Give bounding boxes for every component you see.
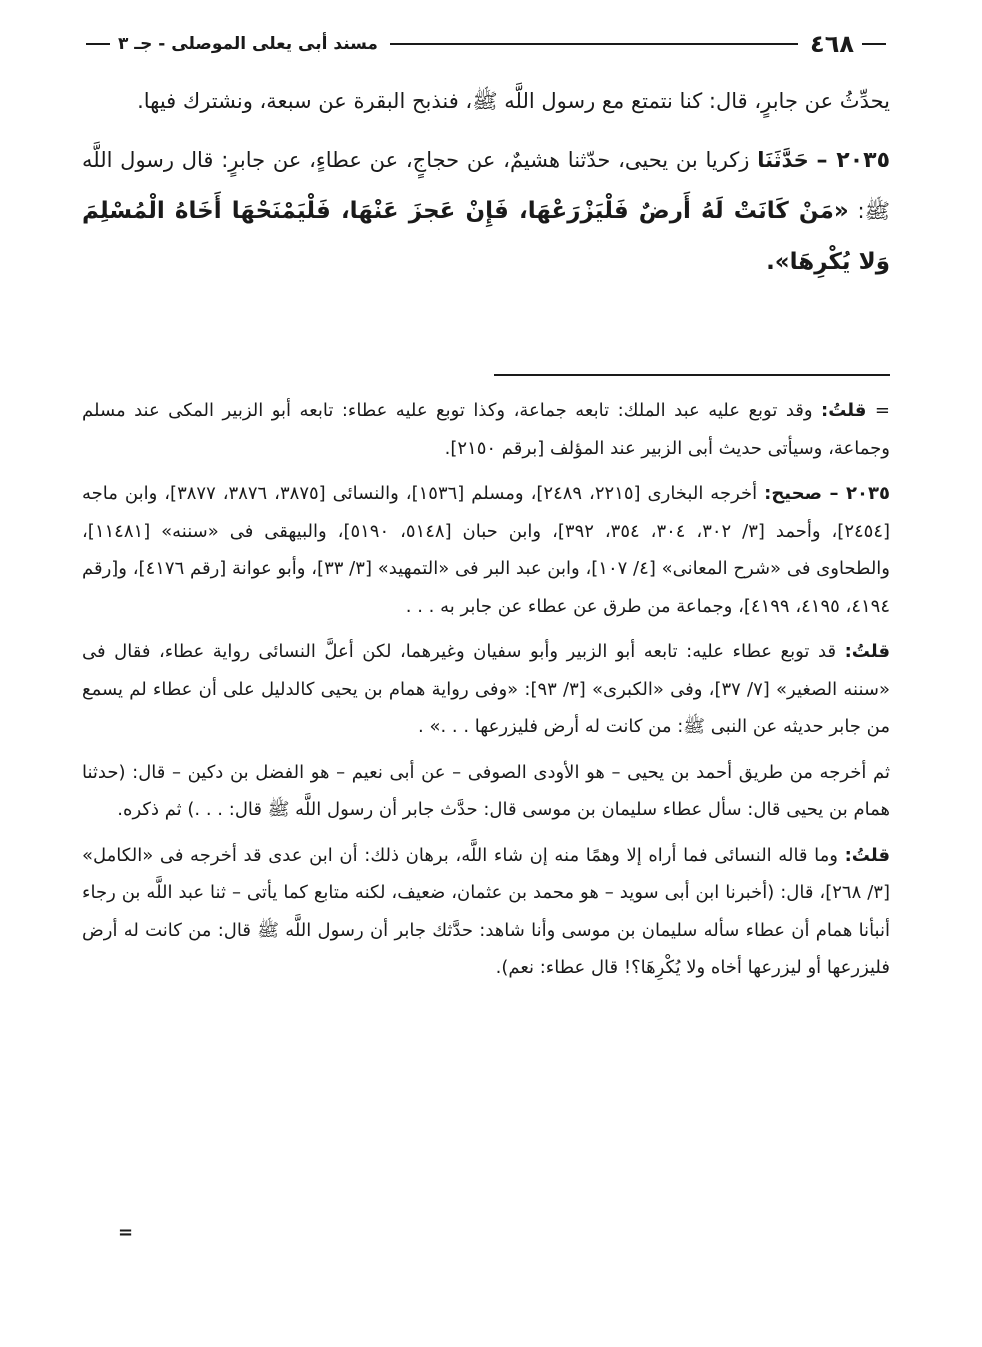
footnote-3-text: قد توبع عطاء عليه: تابعه أبو الزبير وأبو سفيان وغيرهما، لكن أعلَّ النسائى رواية عطاء، فقال فى «سننه الصغير» [٧/ ٣٧]، وفى «الكبرى» [٣/ ٩٣]: «وفى رواية همام بن يحيى كالدليل على أن عطاء لم يسمع من جابر حديثه عن النبى ﷺ: من كانت له أرض فليزرعها . . .» . xyxy=(82,641,890,737)
footnote-2035-text: أخرجه البخارى [٢٢١٥، ٢٤٨٩]، ومسلم [١٥٣٦]، والنسائى [٣٨٧٥، ٣٨٧٦، ٣٨٧٧]، وابن ماجه [٢٤٥٤]، وأحمد [٣/ ٣٠٢، ٣٠٤، ٣٥٤، ٣٩٢]، وابن حبان [٥١٤٨، ٥١٩٠]، والبيهقى فى «سننه» [١١٤٨١]، والطحاوى فى «شرح المعانى» [٤/ ١٠٧]، وابن عبد البر فى «التمهيد» [٣/ ٣٣]، وأبو عوانة [رقم ٤١٧٦]، و[رقم ٤١٩٤، ٤١٩٥، ٤١٩٩]، وجماعة من طرق عن عطاء عن جابر به . . . xyxy=(82,483,891,617)
footnote-1-label: قلتُ: xyxy=(821,400,867,421)
footnote-4-text: ثم أخرجه من طريق أحمد بن يحيى – هو الأودى الصوفى – عن أبى نعيم – هو الفضل بن دكين – قال: (حدثنا همام بن يحيى قال: سأل عطاء سليمان بن موسى قال: حدَّث جابر أن رسول اللَّه ﷺ قال: . . .) ثم ذكره. xyxy=(82,761,890,820)
continuation-end-mark: = xyxy=(118,1222,134,1243)
footnote-1-text: وقد توبع عليه عبد الملك: تابعه جماعة، وكذا توبع عليه عطاء: تابعه أبو الزبير المكى عند مسلم وجماعة، وسيأتى حديث أبى الزبير عند المؤلف [برقم ٢١٥٠]. xyxy=(82,400,890,459)
footnote-5 xyxy=(82,837,890,987)
footnote-2035-label: ٢٠٣٥ – صحيح: xyxy=(764,483,890,504)
header-dash-right xyxy=(862,43,886,45)
continuation-mark: = xyxy=(874,400,890,421)
header-rule xyxy=(390,43,798,45)
footnote-4 xyxy=(82,754,890,829)
footnote-separator xyxy=(494,374,890,376)
page-number: ٤٦٨ xyxy=(810,30,854,58)
footnote-3 xyxy=(82,633,890,746)
footnotes xyxy=(82,392,890,995)
book-title: مسند أبى يعلى الموصلى - جـ ٣ xyxy=(118,34,378,54)
header-dash-left xyxy=(86,43,110,45)
hadith-isnad: زكريا بن يحيى، حدّثنا هشيمٌ، عن حجاجٍ، عن عطاءٍ، عن جابرٍ: قال رسول اللَّه ﷺ: xyxy=(82,148,890,223)
footnote-5-text: وما قاله النسائى فما أراه إلا وهمًا منه إن شاء اللَّه، برهان ذلك: أن ابن عدى قد أخرجه فى «الكامل» [٣/ ٢٦٨]، قال: (أخبرنا ابن أبى سويد – هو محمد بن عثمان، ضعيف، لكنه متابع كما يأتى – ثنا عبد اللَّه بن رجاء أنبأنا همام أن عطاء سأله سليمان بن موسى وأنا شاهد: حدَّثك جابر أن رسول اللَّه ﷺ قال: من كانت له أرض فليزرعها أو ليزرعها أخاه ولا يُكْرِهَا؟! قال عطاء: نعم). xyxy=(82,844,890,978)
main-paragraph-1: يحدِّثُ عن جابرٍ، قال: كنا نتمتع مع رسول اللَّه ﷺ، فنذبح البقرة عن سبعة، ونشترك فيها. xyxy=(137,89,890,113)
hadith-2035 xyxy=(82,135,890,288)
footnote-3-label: قلتُ: xyxy=(844,641,890,662)
hadith-number: ٢٠٣٥ – xyxy=(816,148,890,173)
footnote-1 xyxy=(82,392,890,467)
footnote-2035 xyxy=(82,475,890,625)
footnote-5-label: قلتُ: xyxy=(844,844,890,866)
main-text xyxy=(82,76,890,288)
running-header xyxy=(82,26,890,62)
hadith-haddathana: حَدَّثَنَا xyxy=(757,148,809,172)
hadith-matn: «مَنْ كَانَتْ لَهُ أَرضٌ فَلْيَزْرَعْهَا، فَإِنْ عَجزَ عَنْهَا، فَلْيَمْنَحْهَا أَخَاهُ الْمُسْلِمَ وَلا يُكْرِهَا». xyxy=(82,198,890,275)
